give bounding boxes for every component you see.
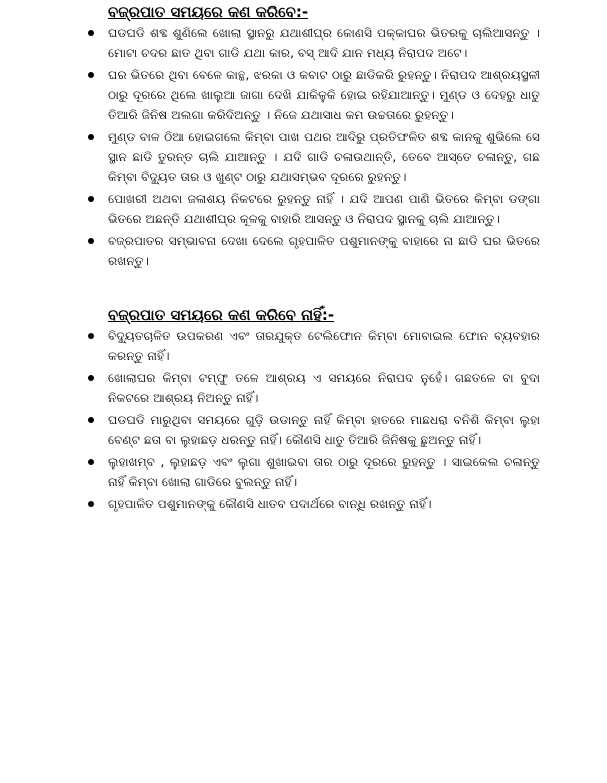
- list-item: [88, 326, 540, 366]
- list-item: [88, 231, 540, 271]
- bullet-icon: [88, 333, 94, 339]
- bullet-icon: [88, 417, 94, 423]
- bullet-icon: [88, 72, 94, 78]
- bullet-icon: [88, 375, 94, 381]
- list-item-text: ମୁଣ୍ଡ ବାଳ ଠିଆ ହୋଇଗଲେ କିମ୍ବା ପାଖ ପଥର ଆଦିରୁ ପ୍ରତିଫଳିତ ଶବ୍ଦ କାନକୁ ଶୁଭିଲେ ସେ ସ୍ଥାନ ଛାଡି ତୁରନ୍ତ ଚାଲି ଯାଆନ୍ତୁ । ଯଦି ଗାଡି ଚଳାଉଥାନ୍ତି, ତେବେ ଆସ୍ତେ ଚଳାନ୍ତୁ, ଗଛ କିମ୍ବା ବିଦ୍ୟୁତ ତାର ଓ ଖୁଣ୍ଟ ଠାରୁ ଯଥାସମ୍ଭବ ଦୂରରେ ରୁହନ୍ତୁ।: [108, 130, 540, 184]
- list-item: [88, 127, 540, 187]
- bullet-icon: [88, 30, 94, 36]
- list-item-text: ଗୃହପାଳିତ ପଶୁମାନଙ୍କୁ କୌଣସି ଧାତବ ପଦାର୍ଥରେ ବାନ୍ଧି ରଖନ୍ତୁ ନାହିଁ।: [108, 497, 432, 511]
- dos-section: [88, 2, 540, 273]
- list-item-text: ବଜ୍ରପାତର ସମ୍ଭାବନା ଦେଖା ଦେଲେ ଗୃହପାଳିତ ପଶୁମାନଙ୍କୁ ବାହାରେ ନା ଛାଡି ଘର ଭିତରେ ରଖନ୍ତୁ।: [108, 234, 540, 268]
- list-item-text: ଲୁହାଖମ୍ବ , ଲୁହାଛଡ଼ ଏବଂ ଲୁଗା ଶୁଖାଇବା ତାର ଠାରୁ ଦୂରରେ ରୁହନ୍ତୁ । ସାଇକେଲ ଚଳାନ୍ତୁ ନାହିଁ କିମ୍ବା ଖୋଲା ଗାଡିରେ ବୁଲନ୍ତୁ ନାହିଁ।: [108, 455, 540, 489]
- list-item-text: ପୋଖରୀ ଅଥବା ଜଳାଶୟ ନିକଟରେ ରୁହନ୍ତୁ ନାହିଁ । ଯଦି ଆପଣ ପାଣି ଭିତରେ କିମ୍ବା ଡଙ୍ଗା ଭିତରେ ଅଛନ୍ତି ଯଥାଶୀଘ୍ର କୂଳକୁ ବାହାରି ଆସନ୍ତୁ ଓ ନିରାପଦ ସ୍ଥାନକୁ ଚାଲି ଯାଆନ୍ତୁ।: [108, 192, 540, 226]
- bullet-icon: [88, 196, 94, 202]
- list-item-text: ବିଦ୍ୟୁତଚାଳିତ ଉପକରଣ ଏବଂ ତାରଯୁକ୍ତ ଟେଲିଫୋନ କିମ୍ବା ମୋବାଇଲ ଫୋନ ବ୍ୟବହାର କରନ୍ତୁ ନାହିଁ।: [108, 329, 540, 363]
- list-item-text: ଖୋଲାଘର କିମ୍ବା ଟମ୍ଫୁ ତଳେ ଆଶ୍ରୟ ଏ ସମୟରେ ନିରାପଦ ନୁହେଁ। ଗଛତଳେ ବା ବୁଦା ନିକଟରେ ଆଶ୍ରୟ ନିଅନ୍ତୁ ନାହିଁ।: [108, 371, 540, 405]
- list-item-text: ଘଡଘଡି ମାରୁଥିବା ସମୟରେ ଗୁଡ଼ି ଉଡାନ୍ତୁ ନାହିଁ କିମ୍ବା ହାତରେ ମାଛଧରା ବନିଶି କିମ୍ବା ଲୁହା ବେଣ୍ଟ ଛତା ବା ଲୁହାଛଡ଼ ଧରନ୍ତୁ ନାହିଁ। କୌଣସି ଧାତୁ ତିଆରି ଜିନିଷକୁ ଛୁଅନ୍ତୁ ନାହିଁ।: [108, 413, 540, 447]
- bullet-icon: [88, 238, 94, 244]
- list-item: [88, 189, 540, 229]
- list-item: [88, 368, 540, 408]
- list-item-text: ଘଡଘଡି ଶବ୍ଦ ଶୁଣିଲେ ଖୋଲା ସ୍ଥାନରୁ ଯଥାଶୀଘ୍ର କୋଣସି ପକ୍କାଘର ଭିତରକୁ ଚାଲିଆସନ୍ତୁ । ମୋଟା ଚଦର ଛାତ ଥିବା ଗାଡି ଯଥା କାର, ବସ୍ ଆଦି ଯାନ ମଧ୍ୟ ନିରାପଦ ଅଟେ।: [108, 26, 540, 60]
- list-item: [88, 494, 540, 514]
- list-item: [88, 410, 540, 450]
- bullet-icon: [88, 134, 94, 140]
- donts-list: [88, 326, 540, 514]
- dos-list: [88, 23, 540, 271]
- donts-section: [88, 305, 540, 516]
- donts-heading: ବଜ୍ରପାତ ସମୟରେ କଣ କରିବେ ନାହିଁ:-: [108, 306, 335, 324]
- list-item: [88, 23, 540, 63]
- bullet-icon: [88, 501, 94, 507]
- list-item: [88, 65, 540, 125]
- list-item-text: ଘର ଭିତରେ ଥିବା ବେଳେ କାନ୍ଥ, ଝରକା ଓ କବାଟ ଠାରୁ ଛାଡିକରି ରୁହନ୍ତୁ। ନିରାପଦ ଆଶ୍ରୟସ୍ଥଳୀ ଠାରୁ ଦୂରରେ ଥିଲେ ଖାଲୁଆ ଜାଗା ଦେଖି ଯାକିଳୁକି ହୋଇ ରହିଯାଆନ୍ତୁ। ମୁଣ୍ଡ ଓ ଦେହରୁ ଧାତୁ ତିଆରି ଜିନିଷ ଅଲଗା କରିଦିଅନ୍ତୁ । ନିଜେ ଯଥାସାଧ କମ ଉଚ୍ଚତାରେ ରୁହନ୍ତୁ।: [108, 68, 540, 122]
- bullet-icon: [88, 459, 94, 465]
- list-item: [88, 452, 540, 492]
- dos-heading: ବଜ୍ରପାତ ସମୟରେ କଣ କରିବେ:-: [108, 3, 309, 21]
